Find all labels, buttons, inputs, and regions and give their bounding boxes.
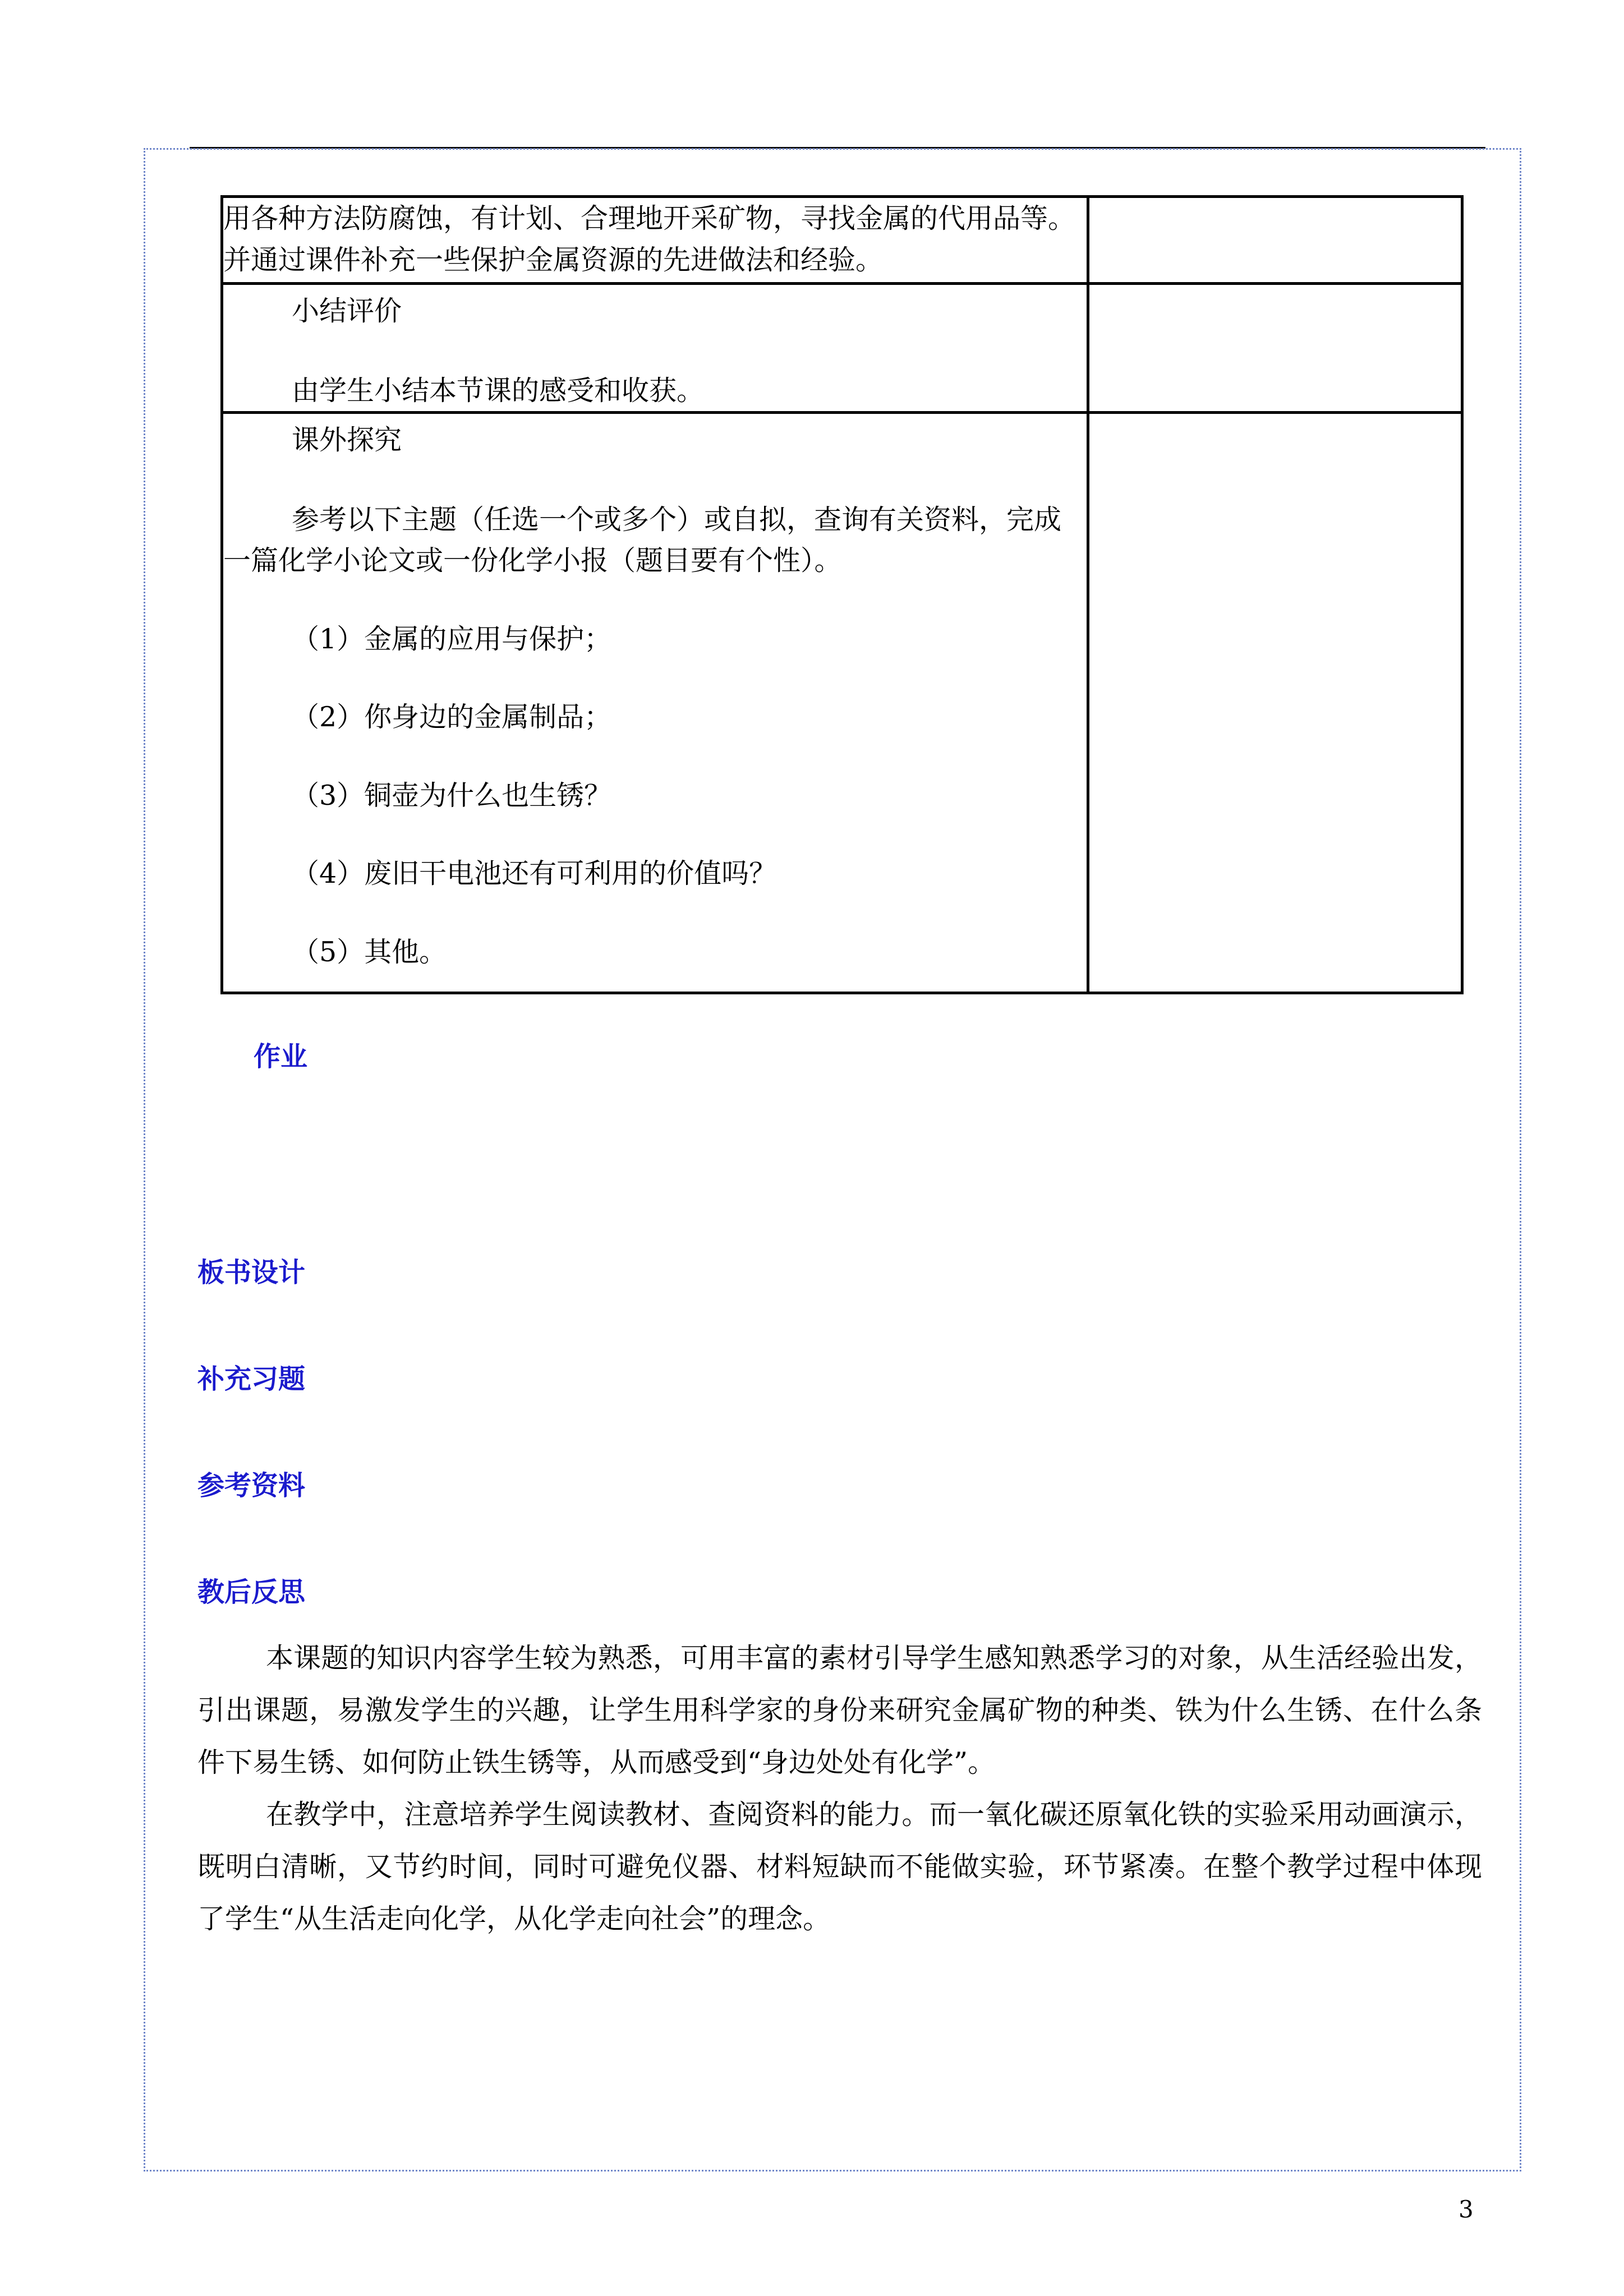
table-row (222, 284, 1462, 413)
summary-body: 由学生小结本节课的感受和收获。 (292, 374, 705, 407)
topic-item: （4）废旧干电池还有可利用的价值吗？ (292, 857, 777, 889)
extra-exercises-heading: 补充习题 (197, 1363, 306, 1395)
topic-item: （3）铜壶为什么也生锈？ (292, 779, 612, 812)
homework-heading: 作业 (254, 1041, 308, 1072)
page-number: 3 (1459, 2196, 1474, 2223)
table-text-line: 并通过课件补充一些保护金属资源的先进做法和经验。 (223, 243, 884, 276)
reflection-body (197, 1632, 1482, 1945)
content-cell (222, 284, 1088, 413)
reflection-paragraph: 在教学中，注意培养学生阅读教材、查阅资料的能力。而一氧化碳还原氧化铁的实验采用动画演示，既明白清晰，又节约时间，同时可避免仪器、材料短缺而不能做实验，环节紧凑。在整个教学过程中体现了学生“从生活走向化学，从化学走向社会”的理念。 (197, 1799, 1482, 1935)
lesson-table (220, 195, 1464, 994)
content-cell (222, 413, 1088, 993)
board-design-heading: 板书设计 (197, 1257, 306, 1288)
reflection-paragraph: 本课题的知识内容学生较为熟悉，可用丰富的素材引导学生感知熟悉学习的对象，从生活经验出发，引出课题，易激发学生的兴趣，让学生用科学家的身份来研究金属矿物的种类、铁为什么生锈、在什么条件下易生锈、如何防止铁生锈等，从而感受到“身边处处有化学”。 (197, 1642, 1482, 1778)
references-heading: 参考资料 (197, 1470, 306, 1501)
topic-item: （2）你身边的金属制品； (292, 701, 612, 733)
inquiry-intro-line: 一篇化学小论文或一份化学小报（题目要有个性）。 (223, 545, 842, 577)
topic-item: （5）其他。 (292, 935, 447, 968)
table-row (222, 413, 1462, 993)
inquiry-heading: 课外探究 (292, 424, 402, 456)
summary-heading: 小结评价 (292, 295, 402, 327)
content-cell (222, 197, 1088, 284)
table-text-line: 用各种方法防腐蚀，有计划、合理地开采矿物，寻找金属的代用品等。 (223, 202, 1076, 234)
side-cell (1088, 197, 1462, 284)
side-cell (1088, 284, 1462, 413)
topic-item: （1）金属的应用与保护； (292, 623, 612, 655)
reflection-heading: 教后反思 (197, 1576, 306, 1608)
side-cell (1088, 413, 1462, 993)
table-row (222, 197, 1462, 284)
inquiry-intro-line: 参考以下主题（任选一个或多个）或自拟，查询有关资料，完成 (292, 503, 1062, 536)
